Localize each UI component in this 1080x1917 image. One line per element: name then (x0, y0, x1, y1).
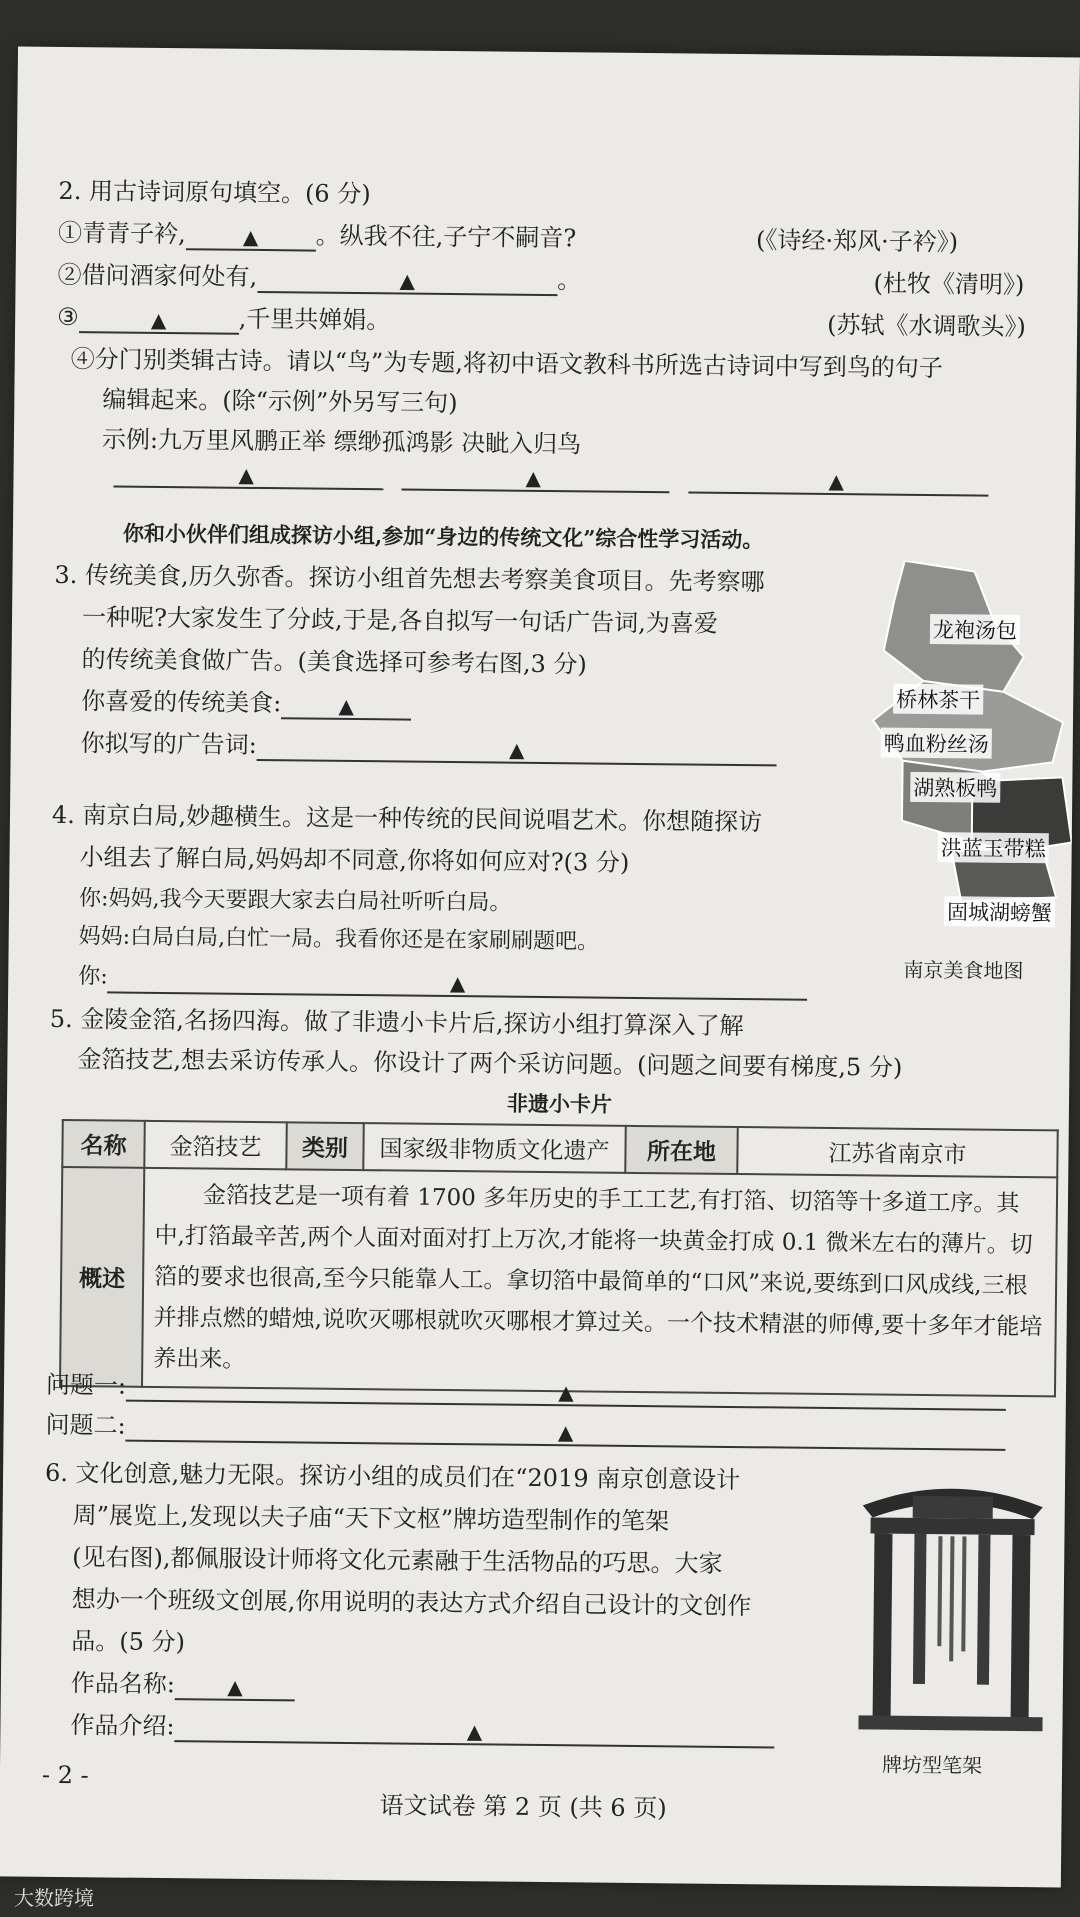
q4-you-reply-row (78, 961, 808, 1001)
q6-line3: (见右图),都佩服设计师将文化元素融于生活物品的巧思。大家 (72, 1543, 723, 1578)
question1-answer-blank[interactable] (126, 1372, 1006, 1411)
map-food-label: 固城湖螃蟹 (944, 896, 1055, 927)
q6-line2: 周”展览上,发现以夫子庙“天下文枢”牌坊造型制作的笔架 (72, 1501, 670, 1536)
triangle-marker-icon: ▲ (525, 465, 542, 490)
triangle-marker-icon: ▲ (557, 1420, 574, 1445)
answer-blank[interactable] (79, 303, 239, 335)
q3-ad-row (81, 727, 777, 766)
triangle-marker-icon: ▲ (242, 224, 259, 249)
q6-name-label: 作品名称: (70, 1669, 176, 1699)
exam-page (0, 46, 1080, 1887)
q6-line1: 6. 文化创意,魅力无限。探访小组的成员们在“2019 南京创意设计 (44, 1458, 741, 1495)
question2-answer-blank[interactable] (126, 1412, 1006, 1451)
page-footer: 语文试卷 第 2 页 (共 6 页) (379, 1791, 667, 1823)
map-food-label: 桥林茶干 (893, 684, 983, 715)
q6-name-row (71, 1667, 295, 1701)
answer-blank[interactable] (257, 263, 557, 296)
q3-food-label: 你喜爱的传统美食: (81, 687, 282, 718)
q4-mom-line: 妈妈:白局白局,白忙一局。我看你还是在家刷刷题吧。 (78, 924, 600, 955)
triangle-marker-icon: ▲ (238, 462, 255, 487)
card-value-category: 国家级非物质文化遗产 (363, 1123, 625, 1173)
q3-ad-label: 你拟写的广告词: (80, 729, 257, 759)
card-header-location: 所在地 (625, 1126, 737, 1174)
triangle-marker-icon: ▲ (227, 1674, 243, 1699)
q5-question2-row (45, 1409, 1005, 1451)
q3-line2: 一种呢?大家发生了分歧,于是,各自拟写一句话广告词,为喜爱 (81, 603, 718, 638)
q3-line3: 的传统美食做广告。(美食选择可参考右图,3 分) (81, 645, 588, 679)
paifang-pillar (913, 1534, 927, 1684)
triangle-marker-icon: ▲ (466, 1719, 483, 1744)
q5-line1: 5. 金陵金箔,名扬四海。做了非遗小卡片后,探访小组打算深入了解 (49, 1004, 744, 1041)
paifang-plaque (913, 1496, 993, 1519)
triangle-marker-icon: ▲ (150, 307, 167, 333)
triangle-marker-icon: ▲ (828, 468, 845, 494)
q2-item-1-pre: ①青青子衿, (57, 218, 186, 249)
work-name-blank[interactable] (175, 1670, 295, 1701)
q6-intro-label: 作品介绍: (70, 1711, 175, 1741)
q5-line2: 金箔技艺,想去采访传承人。你设计了两个采访问题。(问题之间要有梯度,5 分) (77, 1045, 903, 1082)
q3-line1: 3. 传统美食,历久弥香。探访小组首先想去考察美食项目。先考察哪 (54, 560, 765, 597)
q6-line4: 想办一个班级文创展,你用说明的表达方式介绍自己设计的文创作 (71, 1585, 752, 1621)
triangle-marker-icon: ▲ (338, 693, 355, 718)
q2-example: 示例:九万里风鹏正举 缥缈孤鸿影 决眦入归鸟 (101, 425, 582, 459)
q2-item-3-pre: ③ (57, 302, 79, 332)
q2-item-3-source: (苏轼《水调歌头》) (827, 310, 1027, 342)
paifang-pillar (977, 1535, 991, 1685)
map-food-label: 洪蓝玉带糕 (938, 832, 1049, 863)
table-row (60, 1167, 1057, 1396)
watermark-logo: 大数跨境 (14, 1886, 94, 1910)
q3-food-row (81, 685, 411, 720)
q2-item-2-pre: ②借问酒家何处有, (57, 260, 258, 291)
paifang-base (858, 1715, 1042, 1731)
q2-item-2 (57, 259, 581, 296)
q2-item-2-source: (杜牧《清明》) (873, 269, 1025, 299)
triangle-marker-icon: ▲ (558, 1380, 574, 1405)
card-value-name: 金箔技艺 (144, 1121, 286, 1169)
card-header-name: 名称 (62, 1120, 144, 1168)
q5-question1-label: 问题一: (45, 1370, 127, 1400)
hanging-brush (939, 1536, 940, 1646)
map-caption: 南京美食地图 (903, 957, 1024, 984)
q2-item-1-post: 。纵我不往,子宁不嗣音? (315, 221, 577, 253)
ad-answer-blank[interactable] (257, 731, 777, 766)
paifang-pen-holder-image (850, 1475, 1053, 1737)
q2-item-2-post: 。 (557, 266, 582, 295)
map-food-label: 龙袍汤包 (930, 614, 1020, 645)
q4-you-reply-label: 你: (78, 964, 108, 990)
map-food-label: 湖熟板鸭 (910, 772, 1000, 803)
q4-you-line: 你:妈妈,我今天要跟大家去白局社听听白局。 (78, 886, 512, 916)
q2-item-3 (57, 301, 390, 336)
q6-intro-row (70, 1709, 774, 1748)
food-answer-blank[interactable] (281, 689, 411, 720)
page-number: - 2 - (41, 1760, 89, 1790)
triangle-marker-icon: ▲ (508, 737, 525, 762)
triangle-marker-icon: ▲ (399, 268, 416, 293)
q2-item-4-line2: 编辑起来。(除“示例”外另写三句) (102, 385, 458, 418)
paifang-pillar (873, 1533, 893, 1723)
hanging-brush (963, 1536, 964, 1651)
q2-stem: 2. 用古诗词原句填空。(6 分) (58, 176, 371, 209)
hanging-brush (951, 1536, 952, 1661)
card-header-category: 类别 (286, 1122, 363, 1170)
map-food-label: 鸭血粉丝汤 (881, 728, 992, 759)
paifang-caption: 牌坊型笔架 (881, 1752, 983, 1778)
heritage-card-table (59, 1119, 1059, 1397)
q2-item-3-post: ,千里共婵娟。 (238, 304, 391, 335)
q2-item-1-source: (《诗经·郑风·子衿》) (755, 226, 959, 257)
q6-line5: 品。(5 分) (71, 1627, 186, 1657)
reply-answer-blank[interactable] (108, 963, 808, 1000)
q2-item-4-line1: ④分门别类辑古诗。请以“鸟”为专题,将初中语文教科书所选古诗词中写到鸟的句子 (70, 345, 944, 383)
answer-blank[interactable] (186, 220, 316, 251)
q2-item-1 (58, 217, 576, 254)
paifang-pillar (1011, 1535, 1031, 1725)
q5-question2-label: 问题二: (45, 1410, 126, 1440)
heritage-card-title: 非遗小卡片 (506, 1090, 613, 1117)
q4-line1: 4. 南京白局,妙趣横生。这是一种传统的民间说唱艺术。你想随探访 (51, 800, 763, 837)
card-value-location: 江苏省南京市 (737, 1127, 1057, 1177)
triangle-marker-icon: ▲ (449, 971, 466, 996)
activity-intro: 你和小伙伴们组成探访小组,参加“身边的传统文化”综合性学习活动。 (122, 520, 764, 553)
card-summary-text: 金箔技艺是一项有着 1700 多年历史的手工工艺,有打箔、切箔等十多道工序。其中,打箔最辛苦,两个人面对面对打上万次,才能将一块黄金打成 0.1 微米左右的薄片。切箔的要求也很高,至今只能靠人工。拿切箔中最简单的“口风”来说,要练到口风成线,三根并排点燃的蜡烛,说吹灭哪根就吹灭哪根才算过关。一个技术精湛的师傅,要十多年才能培养出来。 (142, 1168, 1057, 1397)
q4-line2: 小组去了解白局,妈妈却不同意,你将如何应对?(3 分) (79, 843, 630, 877)
card-header-summary: 概述 (60, 1167, 144, 1387)
paifang-beam (871, 1517, 1035, 1535)
work-intro-blank[interactable] (174, 1712, 774, 1748)
